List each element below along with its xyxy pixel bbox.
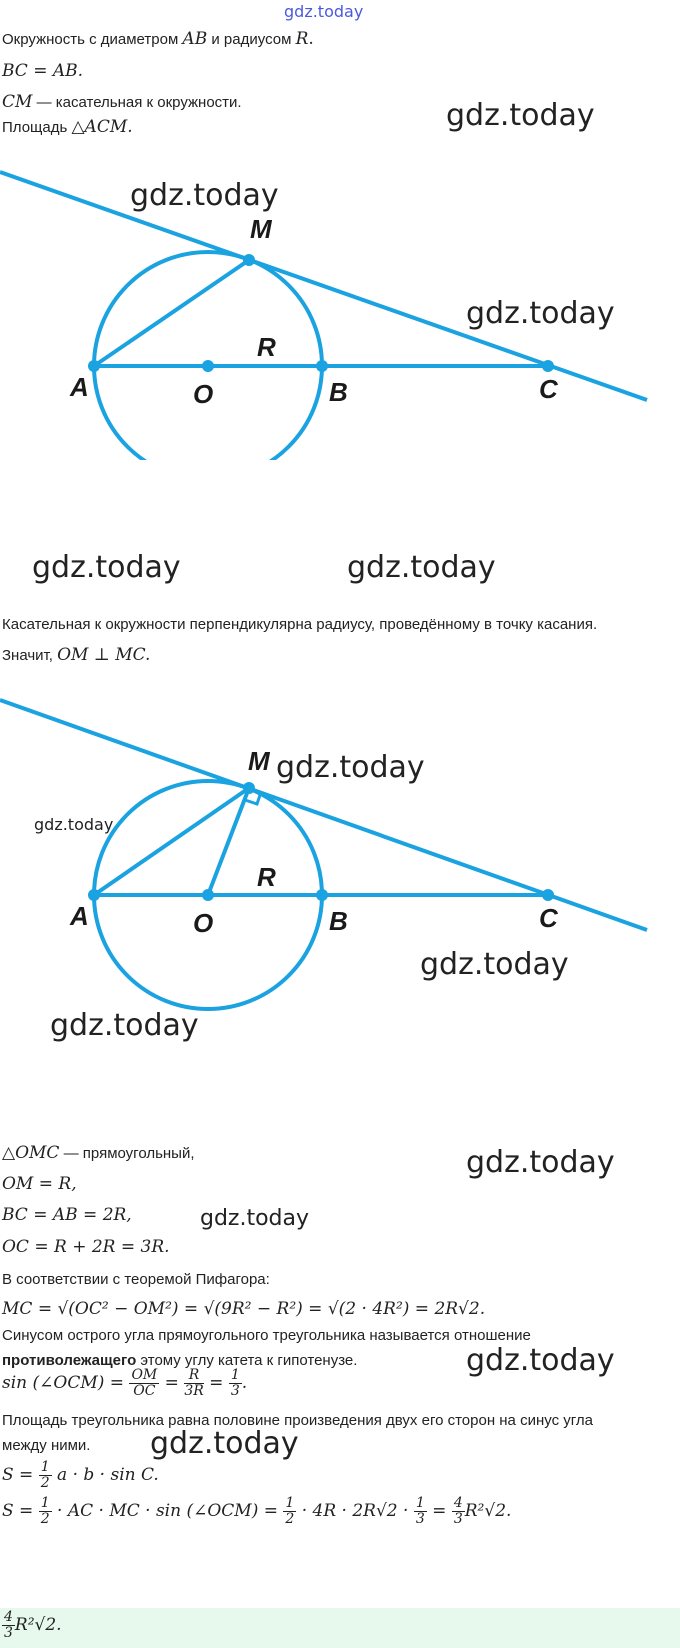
watermark: gdz.today xyxy=(466,296,615,331)
fraction: $\frac{1}{2}$ xyxy=(285,1495,295,1527)
point-m xyxy=(243,782,255,794)
label-r: R xyxy=(257,332,276,362)
watermark: gdz.today xyxy=(420,947,569,982)
fraction: $\frac{OM}{OC}$ xyxy=(131,1367,158,1399)
line-4: Площадь △ACM. xyxy=(2,117,133,137)
label-a: A xyxy=(70,901,89,931)
line-16: Площадь треугольника равна половине произведения двух его сторон на синус угла xyxy=(2,1412,593,1429)
line-2: BC = AB. xyxy=(2,61,84,81)
label-a: A xyxy=(70,372,89,402)
diagram-2 xyxy=(0,690,680,1020)
line-3: CM — касательная к окружности. xyxy=(2,92,242,112)
fraction: $\frac{1}{3}$ xyxy=(415,1495,425,1527)
answer-box xyxy=(0,1608,680,1648)
line-12: MC = √(OC² − OM²) = √(9R² − R²) = √(2 · 4R²) = 2R√2. xyxy=(2,1299,486,1319)
point-c xyxy=(542,360,554,372)
label-c: C xyxy=(539,374,558,404)
line-17: между ними. xyxy=(2,1437,91,1454)
chord-am xyxy=(94,788,249,895)
watermark: gdz.today xyxy=(200,1206,310,1231)
watermark: gdz.today xyxy=(130,178,279,213)
fraction: $\frac{4}{3}$ xyxy=(4,1609,13,1641)
watermark: gdz.today xyxy=(150,1426,299,1461)
line-13: Синусом острого угла прямоугольного треугольника называется отношение xyxy=(2,1327,531,1344)
point-o xyxy=(202,889,214,901)
line-6: Значит, OM ⊥ MC. xyxy=(2,645,151,665)
fraction: $\frac{1}{2}$ xyxy=(40,1459,50,1491)
point-b xyxy=(316,360,328,372)
label-o: O xyxy=(193,379,214,409)
line-14: противолежащего этому углу катета к гипотенузе. xyxy=(2,1352,358,1369)
fraction: $\frac{1}{3}$ xyxy=(230,1367,240,1399)
chord-am xyxy=(94,260,249,366)
line-1: Окружность с диаметром AB и радиусом R. xyxy=(2,29,314,49)
point-a xyxy=(88,360,100,372)
point-b xyxy=(316,889,328,901)
fraction: $\frac{4}{3}$ xyxy=(453,1495,463,1527)
watermark: gdz.today xyxy=(347,550,496,585)
fraction: $\frac{R}{3R}$ xyxy=(184,1367,204,1399)
line-9: BC = AB = 2R, xyxy=(2,1205,132,1225)
point-m xyxy=(243,254,255,266)
line-7: △OMC — прямоугольный, xyxy=(2,1143,195,1163)
watermark: gdz.today xyxy=(50,1008,199,1043)
label-b: B xyxy=(329,906,348,936)
circle xyxy=(94,252,322,460)
line-19: S = $\frac{1}{2}$ · AC · MC · sin (∠OCM) = $\frac{1}{2}$ · 4R · 2R√2 · $\frac{1}{3}$ = $\frac{4}{3}$ R²√2. xyxy=(2,1495,512,1527)
label-o: O xyxy=(193,908,214,938)
label-m: M xyxy=(248,746,270,776)
line-18: S = $\frac{1}{2}$ a · b · sin C. xyxy=(2,1459,159,1491)
label-m: M xyxy=(250,214,272,244)
watermark: gdz.today xyxy=(466,1145,615,1180)
label-b: B xyxy=(329,377,348,407)
watermark: gdz.today xyxy=(466,1343,615,1378)
line-10: OC = R + 2R = 3R. xyxy=(2,1237,170,1257)
watermark: gdz.today xyxy=(276,750,425,785)
line-5: Касательная к окружности перпендикулярна радиусу, проведённому в точку касания. xyxy=(2,616,598,633)
line-11: В соответствии с теоремой Пифагора: xyxy=(2,1271,270,1288)
watermark: gdz.today xyxy=(446,98,595,133)
line-15: sin (∠OCM) = $\frac{OM}{OC}$ = $\frac{R}{3R}$ = $\frac{1}{3}$ . xyxy=(2,1367,248,1399)
point-o xyxy=(202,360,214,372)
answer-text: $\frac{4}{3}$ R²√2. xyxy=(4,1609,62,1641)
watermark: gdz.today xyxy=(32,550,181,585)
point-c xyxy=(542,889,554,901)
label-r: R xyxy=(257,862,276,892)
watermark-top: gdz.today xyxy=(284,2,364,21)
fraction: $\frac{1}{2}$ xyxy=(40,1495,50,1527)
watermark: gdz.today xyxy=(34,815,114,834)
point-a xyxy=(88,889,100,901)
line-8: OM = R, xyxy=(2,1174,77,1194)
label-c: C xyxy=(539,903,558,933)
